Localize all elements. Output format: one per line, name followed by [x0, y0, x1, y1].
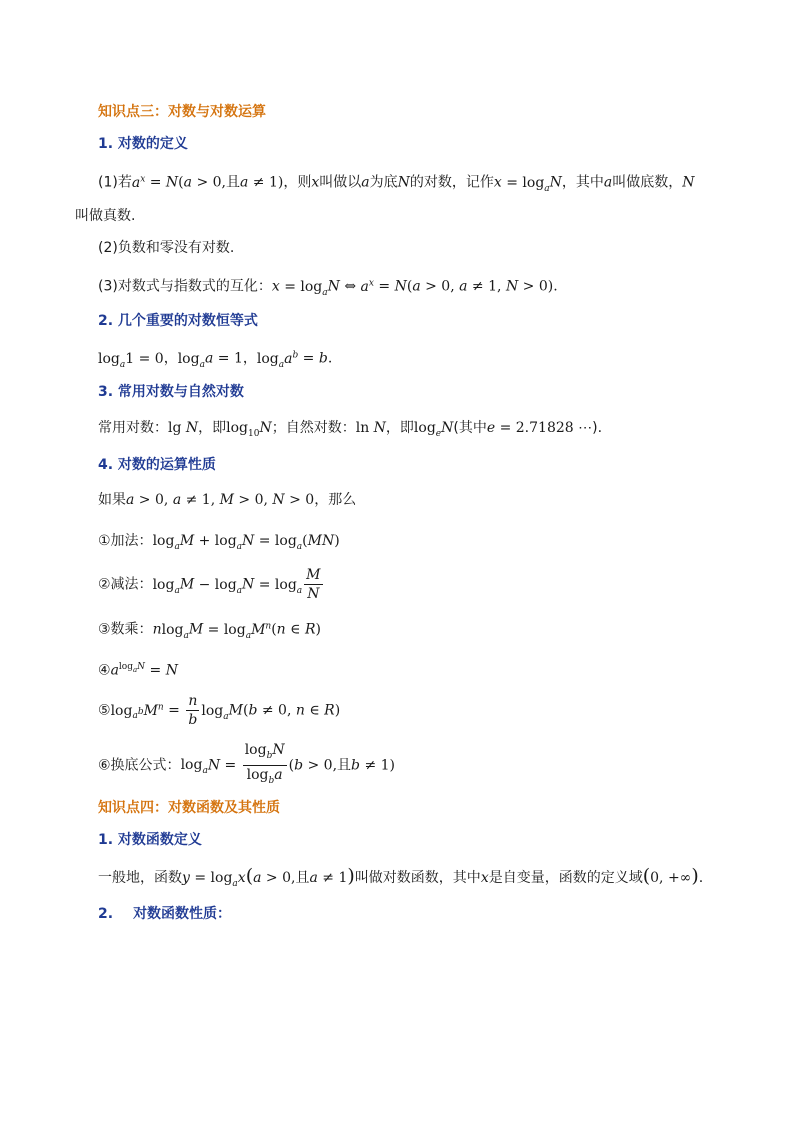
section-4-heading: 知识点四：对数函数及其性质 — [98, 800, 280, 816]
log-function-properties-heading: 2. 对数函数性质： — [98, 906, 232, 922]
definition-heading: 1. 对数的定义 — [98, 136, 188, 152]
operation-condition: 如果a > 0, a ≠ 1, M > 0, N > 0，那么 — [98, 492, 357, 508]
rule-subtraction: ②减法：$\log_aM - \log_aN = \log_a$ $\frac{M}{N}$ — [98, 567, 321, 602]
rule-power-base: $⑤\log_{a^b}M^n$ = $\frac{n}{b}$ $\log_aM(b \ne 0$, n ∈ R) — [98, 693, 341, 728]
log-function-definition: 一般地，函数$y = \log_ax(a > 0$,且a ≠ 1)叫做对数函数，其中x是自变量，函数的定义域(0, +∞). — [98, 865, 704, 889]
definition-line-3: (2)负数和零没有对数. — [98, 240, 235, 256]
section-3-heading: 知识点三：对数与对数运算 — [98, 104, 266, 120]
definition-line-1: (1)若$a^x = N(a > 0$,且a ≠ 1)，则x叫做以a为底N的对数，记作$x = \log_aN$，其中a叫做底数，N — [98, 174, 695, 194]
rule-scalar: ③数乘：$nlog_aM = \log_aM^n(n$ ∈ R) — [98, 621, 321, 641]
common-log-heading: 3. 常用对数与自然对数 — [98, 384, 244, 400]
definition-line-4: (3)对数式与指数式的互化：$x = \log_aN$ ⇔ $a^x = N(a > 0$, a ≠ 1, N > 0). — [98, 278, 558, 298]
definition-line-2: 叫做真数. — [75, 208, 136, 224]
identities-heading: 2. 几个重要的对数恒等式 — [98, 313, 258, 329]
operation-heading: 4. 对数的运算性质 — [98, 457, 216, 473]
common-log-line: 常用对数：lg N，即$\log_{10}N$；自然对数：ln N，即$\log_eN$(其中e = 2.71828 ⋯). — [98, 420, 603, 439]
identities-formulas: $\log_a1 = 0$，$\log_aa = 1$，$\log_aa^b = b$. — [98, 350, 333, 370]
log-function-heading: 1. 对数函数定义 — [98, 832, 202, 848]
rule-change-of-base: ⑥换底公式：$\log_aN$ = $\frac{\log_bN}{\log_ba}$ (b > 0,且b ≠ 1) — [98, 742, 395, 786]
rule-inverse: $④a^{log_aN} = N$ — [98, 662, 178, 679]
rule-addition: ①加法：$\log_aM + \log_aN = \log_a(MN)$ — [98, 533, 340, 552]
